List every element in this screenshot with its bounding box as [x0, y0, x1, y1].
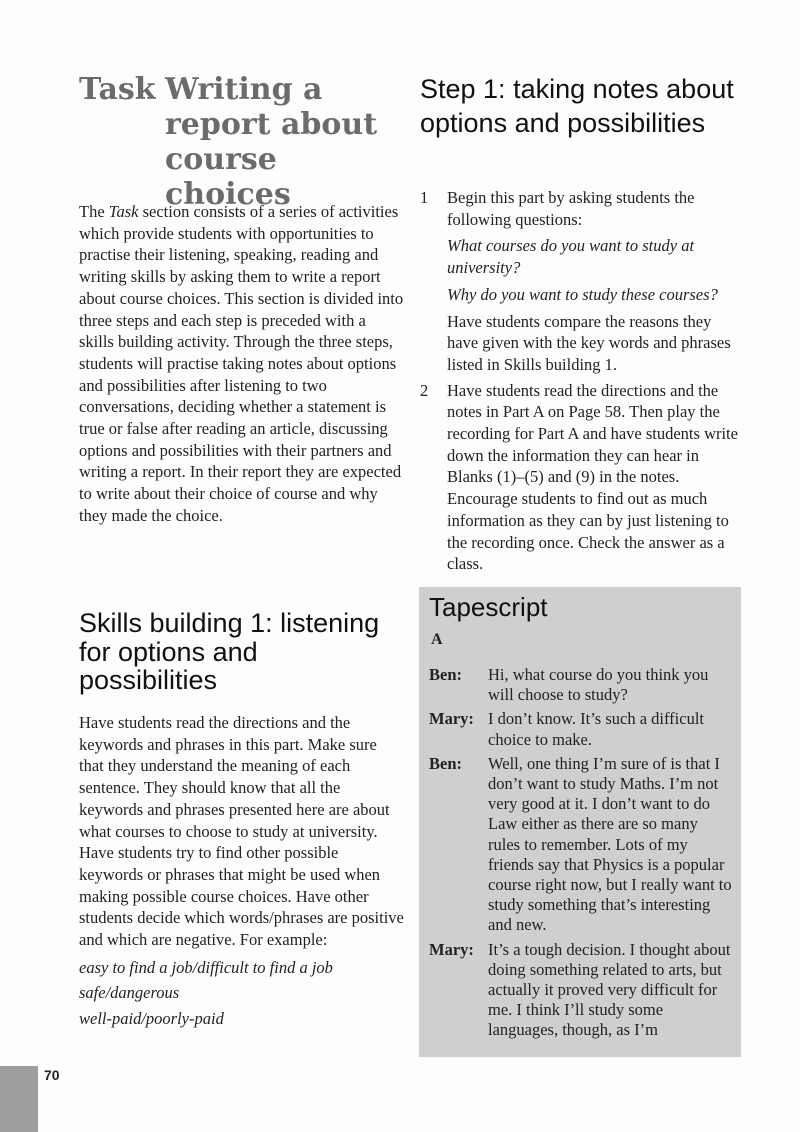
list-item [420, 187, 740, 376]
task-intro-paragraph [79, 201, 404, 527]
dialogue-line [429, 709, 734, 749]
list-item [420, 380, 740, 575]
page-tab [0, 1066, 38, 1132]
task-label: Task [79, 72, 156, 107]
speaker-name: Mary: [429, 709, 474, 729]
item-number: 2 [420, 380, 429, 400]
tapescript-box [419, 587, 741, 1057]
page-number: 70 [44, 1067, 60, 1083]
speech-text: I don’t know. It’s such a difficult choice to make. [488, 709, 704, 749]
intro-text-start: The [79, 202, 109, 221]
example-line: easy to find a job/difficult to find a job [79, 957, 333, 977]
speech-text: Hi, what course do you think you will choose to study? [488, 665, 709, 705]
dialogue-line [429, 940, 734, 1041]
item-text: Have students read the directions and the notes in Part A on Page 58. Then play the recording for Part A and have students write down the information they can hear in Blanks (1)–(5) and (9) in the notes. Encourage students to find out as much information as they can by just listening to the recording once. Check the answer as a class. [447, 380, 738, 574]
item-followup: Have students compare the reasons they have given with the key words and phrases listed in Skills building 1. [447, 311, 731, 374]
tapescript-section-label: A [431, 631, 443, 648]
skills-building-body [79, 712, 404, 1030]
speaker-name: Mary: [429, 939, 474, 959]
speaker-name: Ben: [429, 753, 462, 773]
intro-text-rest: section consists of a series of activities which provide students with opportunities to practise their listening, speaking, reading and writing skills by asking them to write a report about course choices. This section is divided into three steps and each step is preceded with a skills building activity. Through the three steps, students will practise taking notes about options and possibilities after listening to two conversations, deciding whether a statement is true or false after reading an article, discussing options and possibilities with their partners and writing a report. In their report they are expected to write about their choice of course and why they made the choice. [79, 202, 404, 525]
step1-heading: Step 1: taking notes about options and possibilities [420, 74, 734, 138]
speech-text: Well, one thing I’m sure of is that I don’t want to study Maths. I’m not very good at it. I don’t want to do Law either as there are so many rules to remember. Lots of my friends say that Physics is a popular course right now, but I really want to study something that’s interesting and new. [488, 753, 732, 935]
example-line: well-paid/poorly-paid [79, 1009, 224, 1029]
example-line: safe/dangerous [79, 983, 180, 1003]
dialogue [429, 665, 734, 1045]
speaker-name: Ben: [429, 665, 462, 684]
question-line: What courses do you want to study at university? [447, 236, 695, 278]
skills-building-heading: Skills building 1: listening for options and possibilities [79, 608, 380, 695]
question-line: Why do you want to study these courses? [447, 284, 718, 304]
skills-paragraph: Have students read the directions and the keywords and phrases in this part. Make sure that they understand the meaning of each sentence. They should know that all the keywords and phrases presented here are about what courses to choose to study at university. Have students try to find other possible keywords or phrases that might be used when making possible course choices. Have other students decide which words/phrases are positive and which are negative. For example: [79, 713, 404, 950]
task-title: Writing a report about course choices [165, 72, 378, 212]
tapescript-title: Tapescript [429, 592, 548, 622]
intro-task-italic: Task [108, 202, 139, 221]
step1-instructions [420, 187, 740, 575]
dialogue-line [429, 665, 734, 705]
dialogue-line [429, 754, 734, 936]
speech-text: It’s a tough decision. I thought about doing something related to arts, but actually it proved very difficult for me. I think I’ll study some languages, though, as I’m [488, 939, 731, 1040]
item-text: Begin this part by asking students the following questions: [447, 188, 695, 229]
item-number: 1 [420, 188, 429, 207]
